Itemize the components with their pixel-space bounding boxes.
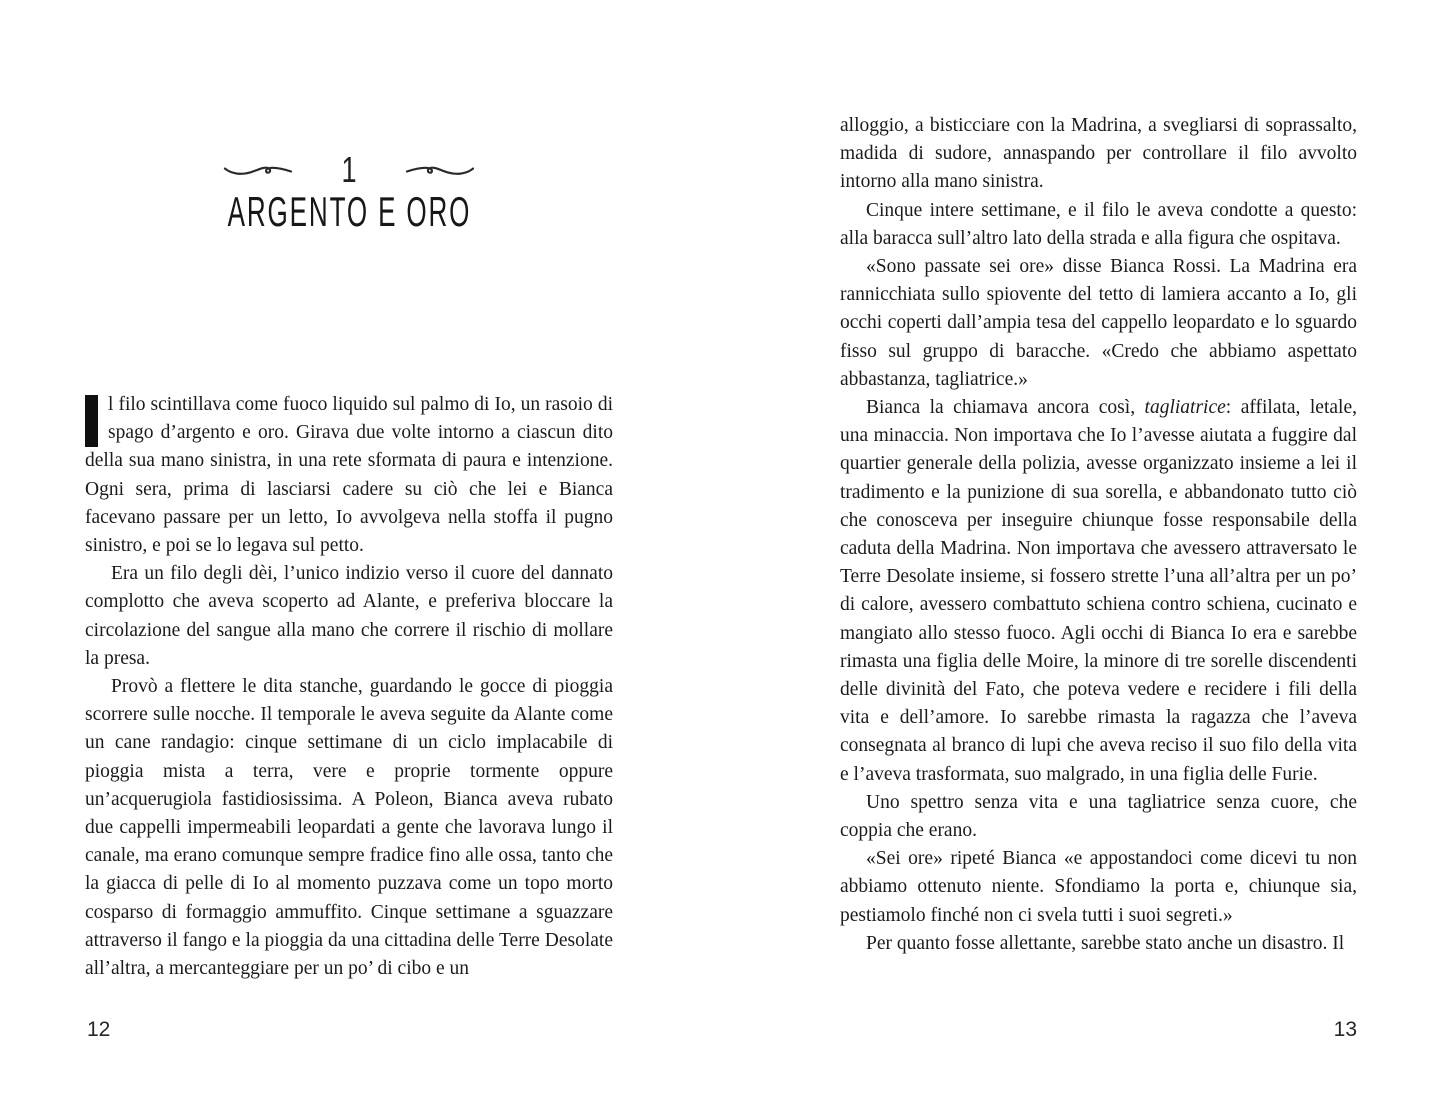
paragraph: «Sei ore» ripeté Bianca «e appostandoci come dicevi tu non abbiamo ottenuto niente. Sfondiamo la porta e, chiunque sia, pestiamolo finché non ci svela tutti i suoi segreti.» <box>840 848 1357 926</box>
flourish-right-icon <box>405 160 475 180</box>
chapter-title-text: ARGENTO E ORO <box>227 188 471 235</box>
left-page-body <box>85 391 613 983</box>
paragraph: Uno spettro senza vita e una tagliatrice senza cuore, che coppia che erano. <box>840 791 1357 842</box>
flourish-left-icon <box>223 160 293 180</box>
paragraph: «Sono passate sei ore» disse Bianca Rossi. La Madrina era rannicchiata sullo spiovente del tetto di lamiera accanto a Io, gli occhi coperti dall’ampia tesa del cappello leopardato e lo sguardo fisso sul gruppo di baracche. «Credo che abbiamo aspettato abbastanza, tagliatrice.» <box>840 256 1357 390</box>
page-number-right: 13 <box>1333 1018 1357 1041</box>
drop-cap <box>85 395 98 447</box>
paragraph-text: : affilata, letale, una minaccia. Non importava che Io l’avesse aiutata a fuggire dal quartier generale della polizia, avesse organizzato insieme a lei il tradimento e la punizione di sua sorella, e abbandonato tutto ciò che conosceva per inseguire chiunque fosse responsabile della caduta della Madrina. Non importava che avessero attraversato le Terre Desolate insieme, si fossero strette l’una all’altra per un po’ di calore, avessero combattuto schiena contro schiena, cucinato e mangiato allo stesso fuoco. Agli occhi di Bianca Io era e sarebbe rimasta una figlia delle Moire, la minore di tre sorelle discendenti delle divinità del Fato, che poteva vedere e recidere i fili della vita e dell’amore. Io sarebbe rimasta la ragazza che l’aveva consegnata al branco di lupi che aveva reciso il suo filo della vita e l’aveva trasformata, suo malgrado, in una figlia delle Furie. <box>840 397 1357 785</box>
italic-term: tagliatrice <box>1144 397 1226 419</box>
paragraph: Per quanto fosse allettante, sarebbe stato anche un disastro. Il <box>866 932 1345 954</box>
paragraph <box>85 391 613 560</box>
right-page <box>840 0 1357 1109</box>
page-number-left: 12 <box>87 1018 111 1041</box>
chapter-ornament <box>85 150 613 190</box>
paragraph: Era un filo degli dèi, l’unico indizio verso il cuore del dannato complotto che aveva scoperto ad Alante, e preferiva bloccare la circolazione del sangue alla mano che correre il rischio di mollare la presa. <box>85 563 613 669</box>
left-page <box>85 0 613 1109</box>
paragraph <box>840 394 1357 789</box>
right-page-body <box>840 112 1357 958</box>
paragraph: Cinque intere settimane, e il filo le aveva condotte a questo: alla baracca sull’altro lato della strada e alla figura che ospitava. <box>840 199 1357 249</box>
paragraph-text: Bianca la chiamava ancora così, <box>866 397 1145 419</box>
paragraph-text: l filo scintillava come fuoco liquido sul palmo di Io, un rasoio di spago d’argento e oro. Girava due volte intorno a ciascun dito della sua mano sinistra, in una rete sformata di paura e intenzione. Ogni sera, prima di lasciarsi cadere su ciò che lei e Bianca facevano passare per un letto, Io avvolgeva nella stoffa il pugno sinistro, e poi se lo legava sul petto. <box>85 394 613 557</box>
paragraph: alloggio, a bisticciare con la Madrina, a svegliarsi di soprassalto, madida di sudore, annaspando per controllare il filo avvolto intorno alla mano sinistra. <box>840 115 1357 193</box>
chapter-number: 1 <box>341 149 357 190</box>
paragraph: Provò a flettere le dita stanche, guardando le gocce di pioggia scorrere sulle nocche. Il temporale le aveva seguite da Alante come un cane randagio: cinque settimane di un ciclo implacabile di pioggia mista a terra, vere e proprie tormente oppure un’acquerugiola fastidiosissima. A Poleon, Bianca aveva rubato due cappelli impermeabili leopardati a gente che lavorava lungo il canale, ma erano comunque sempre fradice fino alle ossa, tanto che la giacca di pelle di Io al momento puzzava come un topo morto cosparso di formaggio ammuffito. Cinque settimane a sguazzare attraverso il fango e la pioggia da una cittadina delle Terre Desolate all’altra, a mercanteggiare per un po’ di cibo e un <box>85 676 613 980</box>
chapter-title <box>85 188 613 236</box>
